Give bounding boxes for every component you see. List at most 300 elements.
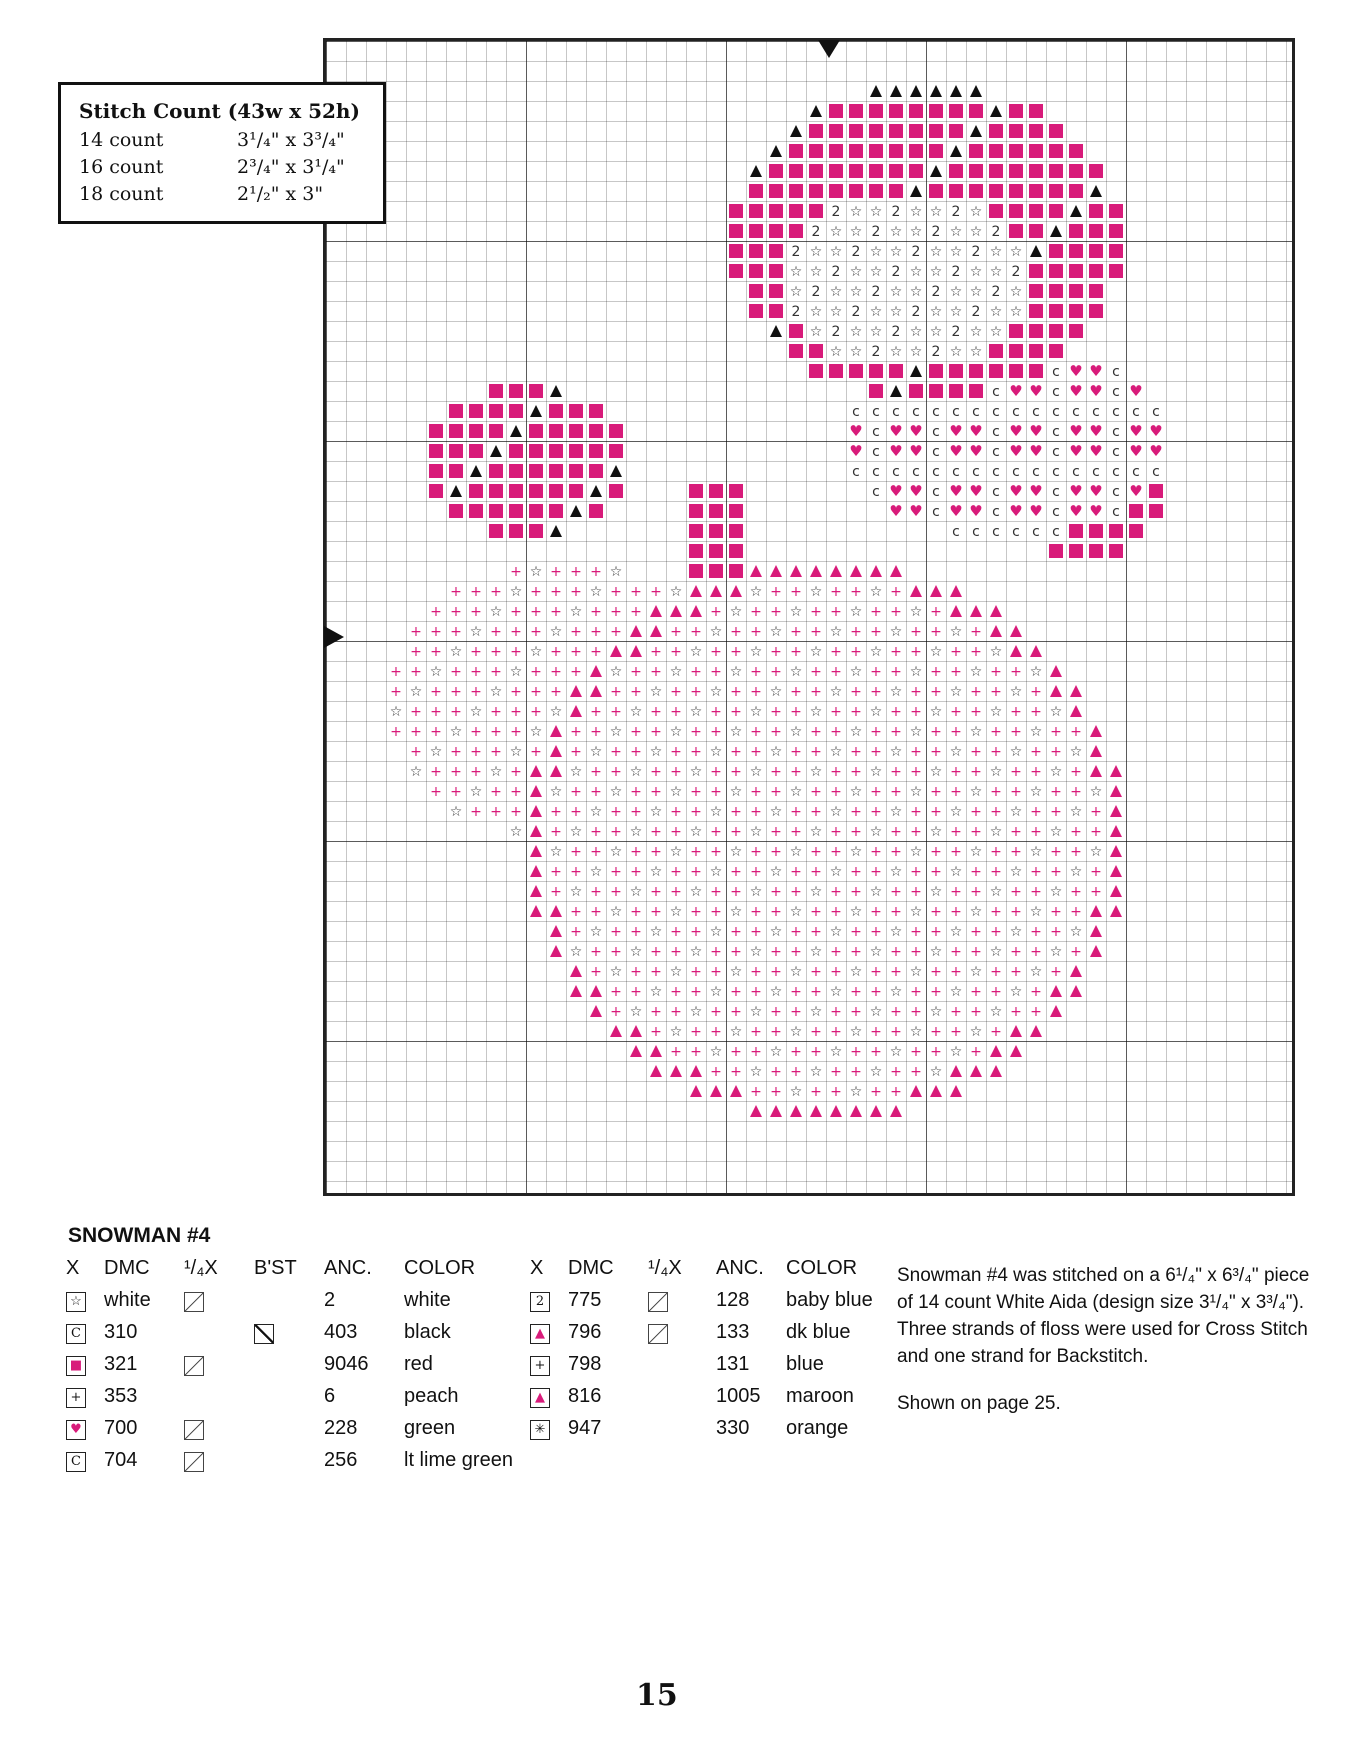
key-bst-cell — [254, 1412, 324, 1444]
stitch-cell: 2 — [891, 204, 901, 220]
stitch-cell — [969, 184, 983, 198]
stitch-cell: ☆ — [969, 904, 983, 920]
stitch-cell — [750, 1105, 762, 1117]
stitch-cell: ☆ — [609, 904, 623, 920]
stitch-cell: ☆ — [469, 784, 483, 800]
stitch-cell: 2 — [991, 284, 1001, 300]
stitch-cell: ♥ — [949, 482, 963, 500]
stitch-cell: + — [730, 824, 742, 840]
stitch-cell: ☆ — [729, 604, 743, 620]
stitch-cell: + — [970, 804, 982, 820]
stitch-count-row — [79, 181, 365, 208]
stitch-cell: ☆ — [509, 744, 523, 760]
stitch-cell: ☆ — [709, 804, 723, 820]
stitch-cell: + — [850, 884, 862, 900]
stitch-cell: + — [870, 624, 882, 640]
stitch-cell — [929, 124, 943, 138]
stitch-cell: ☆ — [489, 684, 503, 700]
stitch-cell: c — [932, 464, 940, 480]
stitch-cell — [949, 184, 963, 198]
stitch-cell — [869, 184, 883, 198]
stitch-cell: + — [550, 584, 562, 600]
stitch-cell: + — [1010, 844, 1022, 860]
key-quarter-cell — [184, 1316, 254, 1348]
stitch-cell — [949, 384, 963, 398]
stitch-cell: + — [670, 864, 682, 880]
stitch-cell: c — [1112, 364, 1120, 380]
stitch-cell — [1050, 665, 1062, 677]
stitch-cell: + — [1030, 1004, 1042, 1020]
stitch-cell — [1069, 544, 1083, 558]
stitch-cell — [809, 184, 823, 198]
stitch-cell: + — [870, 604, 882, 620]
stitch-cell — [670, 1065, 682, 1077]
stitch-cell: ☆ — [689, 944, 703, 960]
stitch-cell — [529, 524, 543, 538]
stitch-cell: ☆ — [749, 1064, 763, 1080]
stitch-cell: ☆ — [809, 764, 823, 780]
key-color-name: black — [404, 1320, 451, 1343]
stitch-cell: + — [890, 604, 902, 620]
stitch-cell — [550, 925, 562, 937]
stitch-cell: + — [830, 1084, 842, 1100]
stitch-cell: c — [1112, 464, 1120, 480]
header-color: COLOR — [404, 1256, 476, 1279]
stitch-cell — [1050, 685, 1062, 697]
stitch-cell — [550, 385, 562, 397]
stitch-cell — [1009, 364, 1023, 378]
quarter-stitch-icon — [648, 1292, 668, 1312]
stitch-cell — [1109, 224, 1123, 238]
stitch-cell — [890, 1105, 902, 1117]
stitch-cell — [989, 344, 1003, 358]
stitch-cell — [1050, 985, 1062, 997]
stitch-cell: ☆ — [849, 604, 863, 620]
stitch-cell — [590, 1005, 602, 1017]
stitch-cell: + — [950, 824, 962, 840]
stitch-cell: c — [912, 464, 920, 480]
stitch-cell: 2 — [791, 304, 801, 320]
stitch-cell: + — [710, 764, 722, 780]
stitch-cell — [729, 544, 743, 558]
stitch-cell — [749, 224, 763, 238]
stitch-cell: + — [650, 584, 662, 600]
stitch-cell: ☆ — [1069, 744, 1083, 760]
stitch-cell: + — [830, 1024, 842, 1040]
header-x: X — [530, 1256, 544, 1279]
stitch-cell — [769, 224, 783, 238]
stitch-cell: + — [1050, 844, 1062, 860]
stitch-cell: + — [990, 664, 1002, 680]
stitch-cell: c — [1032, 404, 1040, 420]
stitch-cell: ☆ — [929, 1064, 943, 1080]
stitch-cell: ☆ — [789, 264, 803, 280]
stitch-cell: + — [950, 784, 962, 800]
stitch-cell: + — [810, 624, 822, 640]
stitch-cell — [970, 605, 982, 617]
stitch-cell: + — [850, 924, 862, 940]
stitch-cell: + — [990, 804, 1002, 820]
stitch-cell — [950, 85, 962, 97]
key-header-row — [530, 1252, 881, 1284]
stitch-cell: ♥ — [1029, 502, 1043, 520]
stitch-cell: ☆ — [1069, 804, 1083, 820]
stitch-cell — [1009, 104, 1023, 118]
stitch-cell: ☆ — [629, 704, 643, 720]
stitch-cell — [770, 325, 782, 337]
stitch-cell: + — [990, 984, 1002, 1000]
stitch-cell: + — [530, 624, 542, 640]
stitch-cell: + — [970, 984, 982, 1000]
stitch-cell — [790, 125, 802, 137]
stitch-cell: + — [910, 624, 922, 640]
stitch-cell: ♥ — [1029, 382, 1043, 400]
stitch-cell — [509, 504, 523, 518]
stitch-cell — [1029, 324, 1043, 338]
stitch-cell: ☆ — [989, 884, 1003, 900]
stitch-cell: + — [890, 784, 902, 800]
stitch-cell: + — [470, 644, 482, 660]
stitch-cell: ☆ — [949, 244, 963, 260]
stitch-cell: + — [590, 564, 602, 580]
stitch-cell: ☆ — [909, 664, 923, 680]
stitch-cell: ☆ — [949, 984, 963, 1000]
stitch-cell: 2 — [991, 224, 1001, 240]
stitch-cell — [830, 565, 842, 577]
stitch-cell: + — [670, 804, 682, 820]
stitch-cell: + — [610, 684, 622, 700]
stitch-cell: ☆ — [489, 604, 503, 620]
stitch-cell: + — [550, 804, 562, 820]
stitch-cell: c — [1112, 404, 1120, 420]
stitch-cell: + — [970, 624, 982, 640]
stitch-cell — [1089, 304, 1103, 318]
stitch-cell: + — [770, 724, 782, 740]
stitch-cell: + — [850, 584, 862, 600]
stitch-cell: + — [390, 664, 402, 680]
stitch-cell — [570, 985, 582, 997]
stitch-cell: + — [790, 884, 802, 900]
stitch-cell: + — [470, 584, 482, 600]
stitch-cell — [1069, 324, 1083, 338]
stitch-cell: ☆ — [549, 844, 563, 860]
stitch-cell: ☆ — [469, 704, 483, 720]
stitch-cell: ☆ — [929, 704, 943, 720]
stitch-cell: ☆ — [909, 784, 923, 800]
stitch-cell: ♥ — [1069, 482, 1083, 500]
stitch-cell: c — [1012, 464, 1020, 480]
stitch-cell: ☆ — [609, 964, 623, 980]
stitch-cell: + — [770, 584, 782, 600]
notes-paragraph: Snowman #4 was stitched on a 6¹/₄" x 6³/₄" piece of 14 count White Aida (design size 3¹/₄" x 3³/₄"). Three strands of floss were used for Cross Stitch and one strand for Backstitch. — [897, 1265, 1310, 1367]
stitch-cell: ☆ — [1009, 744, 1023, 760]
stitch-cell: + — [590, 604, 602, 620]
stitch-cell — [1050, 225, 1062, 237]
stitch-cell: + — [450, 744, 462, 760]
stitch-cell: ☆ — [949, 624, 963, 640]
stitch-cell — [790, 565, 802, 577]
stitch-cell — [829, 184, 843, 198]
stitch-cell — [729, 484, 743, 498]
stitch-cell: + — [970, 644, 982, 660]
key-quarter-cell — [184, 1444, 254, 1476]
stitch-cell: + — [970, 684, 982, 700]
stitch-cell: + — [630, 864, 642, 880]
stitch-cell: + — [910, 1044, 922, 1060]
stitch-cell: + — [890, 904, 902, 920]
stitch-cell: + — [910, 764, 922, 780]
stitch-cell — [530, 805, 542, 817]
stitch-cell: + — [990, 844, 1002, 860]
stitch-cell: ☆ — [789, 964, 803, 980]
stitch-cell — [1070, 985, 1082, 997]
stitch-cell: + — [810, 844, 822, 860]
stitch-cell: ☆ — [809, 584, 823, 600]
stitch-cell: + — [1030, 764, 1042, 780]
stitch-cell: ☆ — [809, 1004, 823, 1020]
stitch-cell: ☆ — [1029, 904, 1043, 920]
stitch-cell: + — [930, 1044, 942, 1060]
key-quarter-cell — [184, 1412, 254, 1444]
stitch-cell: + — [770, 664, 782, 680]
stitch-cell: + — [790, 624, 802, 640]
stitch-cell: ☆ — [849, 1084, 863, 1100]
stitch-cell: ☆ — [509, 584, 523, 600]
stitch-cell — [1029, 364, 1043, 378]
stitch-cell: + — [610, 924, 622, 940]
stitch-cell — [929, 384, 943, 398]
stitch-cell: + — [630, 604, 642, 620]
stitch-cell — [1030, 245, 1042, 257]
stitch-cell — [809, 344, 823, 358]
stitch-cell: + — [510, 644, 522, 660]
stitch-cell: + — [910, 1064, 922, 1080]
stitch-cell: ☆ — [609, 564, 623, 580]
stitch-cell — [589, 424, 603, 438]
stitch-cell — [609, 484, 623, 498]
stitch-cell: + — [510, 804, 522, 820]
stitch-cell: 2 — [811, 224, 821, 240]
stitch-cell: ☆ — [789, 1084, 803, 1100]
header-anc: ANC. — [324, 1256, 372, 1279]
key-row — [66, 1348, 521, 1380]
stitch-count-row — [79, 127, 365, 154]
stitch-cell: ☆ — [549, 624, 563, 640]
stitch-cell: ☆ — [749, 644, 763, 660]
stitch-cell: + — [990, 684, 1002, 700]
stitch-cell — [909, 144, 923, 158]
stitch-cell: + — [930, 784, 942, 800]
stitch-cell: + — [810, 744, 822, 760]
stitch-cell: ☆ — [849, 284, 863, 300]
stitch-cell: ☆ — [949, 924, 963, 940]
key-anchor: 403 — [324, 1320, 358, 1343]
stitch-cell: c — [872, 484, 880, 500]
stitch-cell: ☆ — [549, 784, 563, 800]
stitch-cell — [889, 104, 903, 118]
stitch-cell: ♥ — [849, 422, 863, 440]
stitch-cell: + — [510, 604, 522, 620]
stitch-symbol-icon: C — [66, 1452, 86, 1472]
stitch-cell: + — [990, 1024, 1002, 1040]
stitch-cell: ☆ — [909, 1024, 923, 1040]
stitch-cell: ♥ — [949, 502, 963, 520]
stitch-cell — [1029, 284, 1043, 298]
stitch-cell — [849, 144, 863, 158]
stitch-cell: + — [770, 1024, 782, 1040]
stitch-cell: c — [1072, 464, 1080, 480]
stitch-cell: 2 — [791, 244, 801, 260]
stitch-cell: c — [952, 464, 960, 480]
stitch-cell: + — [750, 744, 762, 760]
stitch-cell: ☆ — [609, 664, 623, 680]
stitch-cell: ☆ — [709, 1044, 723, 1060]
stitch-cell — [1009, 344, 1023, 358]
key-dmc: 816 — [568, 1384, 602, 1407]
stitch-cell: ☆ — [969, 784, 983, 800]
key-dmc: white — [104, 1288, 151, 1311]
stitch-cell — [610, 1025, 622, 1037]
stitch-cell: ☆ — [1009, 864, 1023, 880]
stitch-cell — [449, 444, 463, 458]
stitch-cell — [1010, 1045, 1022, 1057]
stitch-cell: + — [650, 704, 662, 720]
stitch-cell — [730, 1085, 742, 1097]
stitch-cell: ☆ — [909, 344, 923, 360]
stitch-cell: + — [1070, 844, 1082, 860]
stitch-cell: c — [1052, 404, 1060, 420]
stitch-cell: + — [730, 644, 742, 660]
stitch-cell: ☆ — [909, 724, 923, 740]
stitch-cell: ☆ — [829, 684, 843, 700]
stitch-cell: ☆ — [829, 304, 843, 320]
key-bst-cell — [254, 1284, 324, 1316]
stitch-cell: ☆ — [809, 264, 823, 280]
stitch-cell: ☆ — [669, 964, 683, 980]
stitch-cell: c — [1112, 484, 1120, 500]
stitch-cell: + — [970, 924, 982, 940]
stitch-cell: ☆ — [789, 844, 803, 860]
stitch-cell: + — [830, 944, 842, 960]
header-dmc: DMC — [568, 1256, 614, 1279]
stitch-cell: + — [570, 804, 582, 820]
stitch-cell — [1029, 164, 1043, 178]
stitch-cell: ☆ — [749, 764, 763, 780]
key-bst-cell — [254, 1348, 324, 1380]
stitch-cell: + — [790, 984, 802, 1000]
stitch-cell: ☆ — [869, 584, 883, 600]
stitch-cell: + — [950, 764, 962, 780]
stitch-cell: + — [930, 804, 942, 820]
stitch-cell: + — [770, 704, 782, 720]
stitch-cell: ☆ — [889, 304, 903, 320]
stitch-cell: ☆ — [889, 924, 903, 940]
stitch-cell — [509, 484, 523, 498]
stitch-cell: + — [510, 624, 522, 640]
quarter-stitch-icon — [184, 1452, 204, 1472]
stitch-cell — [609, 424, 623, 438]
stitch-cell: + — [910, 984, 922, 1000]
stitch-cell: + — [550, 884, 562, 900]
stitch-cell — [869, 164, 883, 178]
stitch-cell: + — [610, 884, 622, 900]
stitch-cell: + — [850, 704, 862, 720]
stitch-cell: + — [1030, 804, 1042, 820]
stitch-cell: + — [930, 684, 942, 700]
stitch-cell — [889, 144, 903, 158]
stitch-cell — [1030, 1025, 1042, 1037]
stitch-cell — [1049, 264, 1063, 278]
stitch-cell: + — [850, 1044, 862, 1060]
stitch-cell: + — [590, 724, 602, 740]
key-row — [530, 1316, 881, 1348]
stitch-cell: + — [750, 904, 762, 920]
stitch-cell: c — [1112, 384, 1120, 400]
stitch-cell: + — [930, 924, 942, 940]
stitch-cell: + — [970, 884, 982, 900]
stitch-cell: ☆ — [769, 864, 783, 880]
stitch-cell: + — [750, 924, 762, 940]
stitch-cell: + — [650, 644, 662, 660]
stitch-cell: ☆ — [749, 824, 763, 840]
stitch-cell: + — [1030, 944, 1042, 960]
stitch-cell: ♥ — [889, 442, 903, 460]
stitch-cell: + — [830, 704, 842, 720]
stitch-cell: ☆ — [789, 284, 803, 300]
key-color-name: maroon — [786, 1384, 854, 1407]
stitch-cell — [870, 565, 882, 577]
stitch-cell — [970, 85, 982, 97]
key-symbol-cell — [66, 1348, 104, 1380]
stitch-cell: + — [710, 724, 722, 740]
stitch-cell — [810, 105, 822, 117]
stitch-cell: + — [590, 944, 602, 960]
stitch-cell: ♥ — [1129, 422, 1143, 440]
stitch-cell: + — [690, 684, 702, 700]
stitch-cell: ☆ — [1069, 864, 1083, 880]
stitch-cell: + — [790, 924, 802, 940]
stitch-cell — [590, 985, 602, 997]
stitch-cell — [1010, 1025, 1022, 1037]
stitch-cell: ☆ — [889, 684, 903, 700]
stitch-cell: ♥ — [909, 422, 923, 440]
header-quarter: ¹/₄X — [184, 1256, 218, 1279]
stitch-cell: + — [630, 964, 642, 980]
stitch-cell: + — [750, 784, 762, 800]
stitch-cell: 2 — [871, 284, 881, 300]
stitch-cell: + — [910, 884, 922, 900]
stitch-cell: + — [870, 1024, 882, 1040]
stitch-cell: + — [570, 624, 582, 640]
stitch-cell: + — [770, 904, 782, 920]
stitch-cell: + — [710, 884, 722, 900]
stitch-cell: + — [690, 924, 702, 940]
key-symbol-cell — [530, 1284, 568, 1316]
stitch-cell — [549, 424, 563, 438]
stitch-cell: ♥ — [949, 442, 963, 460]
stitch-cell — [990, 1065, 1002, 1077]
stitch-cell: ☆ — [549, 704, 563, 720]
stitch-cell: ☆ — [849, 324, 863, 340]
stitch-cell — [890, 385, 902, 397]
stitch-cell: + — [590, 964, 602, 980]
stitch-cell: ♥ — [1129, 442, 1143, 460]
stitch-cell — [570, 685, 582, 697]
stitch-cell: + — [1050, 924, 1062, 940]
count-size: 2¹/₂" x 3" — [237, 183, 324, 205]
stitch-cell — [569, 424, 583, 438]
stitch-cell — [590, 485, 602, 497]
